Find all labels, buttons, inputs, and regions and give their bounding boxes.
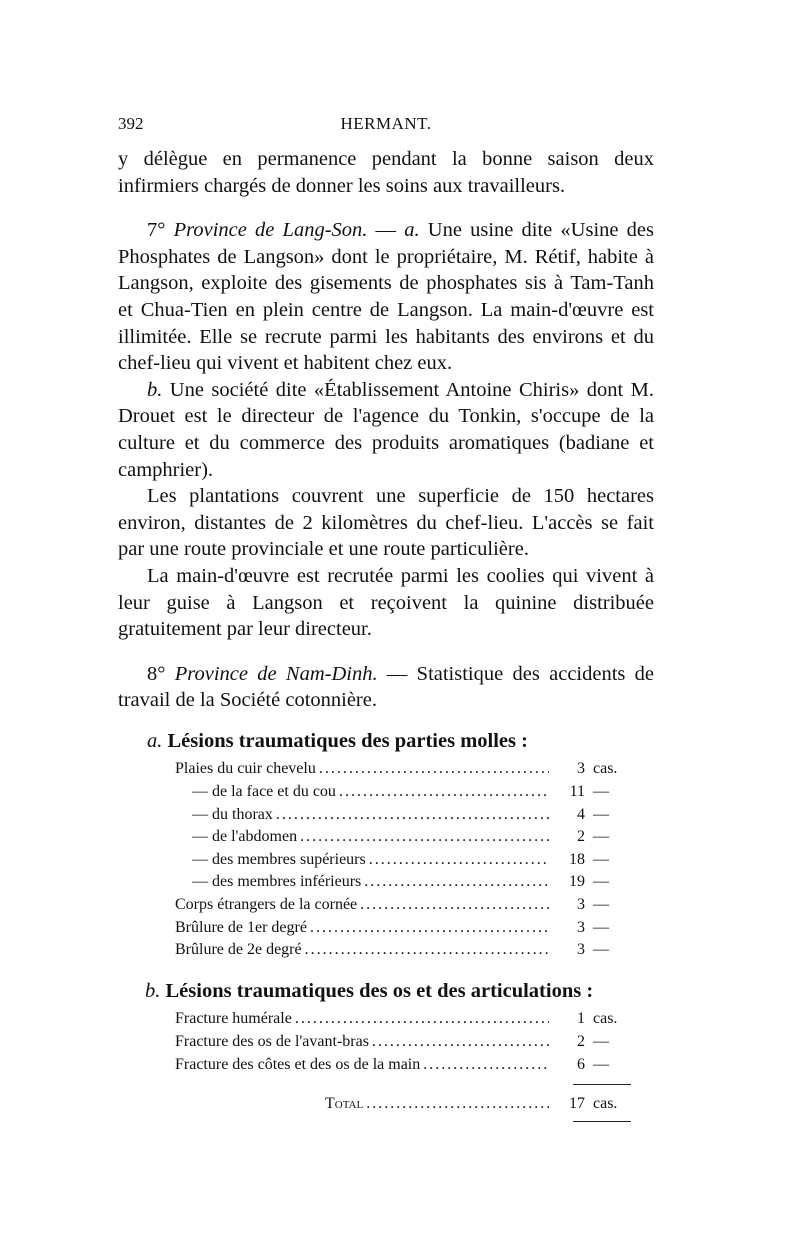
table-row: Brûlure de 1er degré ..... 3 — (175, 919, 627, 942)
paragraph-main-oeuvre: La main-d'œuvre est recrutée parmi les coolies qui vivent à leur guise à Langson et reçoivent la quinine distribuée gratuitement par leur directeur. (118, 564, 654, 641)
table-row: Brûlure de 2e degré ..... 3 — (175, 941, 627, 964)
paragraph-continuation: y délègue en permanence pendant la bonne saison deux infirmiers chargés de donner les soins aux travailleurs. (118, 148, 654, 197)
table-row: — du thorax ..... 4 — (175, 806, 627, 829)
item-letter: a. (404, 219, 420, 242)
total-rule (573, 1121, 631, 1122)
table-row: Fracture humérale ..... 1 cas. (175, 1010, 627, 1033)
paragraph-lang-son: 7° Province de Lang-Son. — a. Une usine dite «Usine des Phosphates de Langson» dont le propriétaire, M. Rétif, habite à Langson, exploite des gisements de phosphates sis à Tam-Tanh et Chua-Tien en plein centre de Langson. La main-d'œuvre est illimitée. Elle se recrute parmi les habitants des environs et du chef-lieu qui vivent et habitent chez eux. (118, 219, 655, 375)
table-total (175, 1095, 627, 1119)
province-title: Province de Nam-Dinh. (174, 662, 378, 685)
table-row: Fracture des côtes et des os de la main ..... 6 — (175, 1056, 627, 1079)
total-row: Total ..... 17 cas. (175, 1095, 627, 1119)
table-row: Fracture des os de l'avant-bras ..... 2 — (175, 1033, 627, 1056)
item-letter: b. (147, 378, 163, 401)
section-a-heading: a. Lésions traumatiques des parties molles : (147, 729, 528, 752)
table-bones (175, 1010, 627, 1078)
table-soft-tissue (175, 760, 627, 963)
table-row: — de la face et du cou ..... 11 — (175, 783, 627, 806)
table-row: — des membres inférieurs ..... 19 — (175, 873, 627, 896)
table-row: — de l'abdomen ..... 2 — (175, 828, 627, 851)
table-row: Corps étrangers de la cornée ..... 3 — (175, 896, 627, 919)
table-row: — des membres supérieurs ..... 18 — (175, 851, 627, 874)
section-number: 7° (147, 219, 166, 242)
province-title: Province de Lang-Son. (173, 219, 368, 242)
section-number: 8° (147, 662, 166, 685)
sum-rule (573, 1084, 631, 1085)
page-number: 392 (118, 114, 144, 133)
running-title: HERMANT. (340, 114, 432, 133)
section-b-heading: b. Lésions traumatiques des os et des articulations : (145, 979, 594, 1002)
table-row: Plaies du cuir chevelu ..... 3 cas. (175, 760, 627, 783)
page (118, 114, 654, 1122)
paragraph-chiris: b. Une société dite «Établissement Antoine Chiris» dont M. Drouet est le directeur de l'agence du Tonkin, s'occupe de la culture et du commerce des produits aromatiques (badiane et camphrier). (118, 378, 654, 481)
page-header (118, 114, 654, 146)
paragraph-plantations: Les plantations couvrent une superficie de 150 hectares environ, distantes de 2 kilomètres du chef-lieu. L'accès se fait par une route provinciale et une route particulière. (118, 485, 654, 561)
paragraph-nam-dinh: 8° Province de Nam-Dinh. — Statistique des accidents de travail de la Société cotonnière. (118, 662, 655, 712)
